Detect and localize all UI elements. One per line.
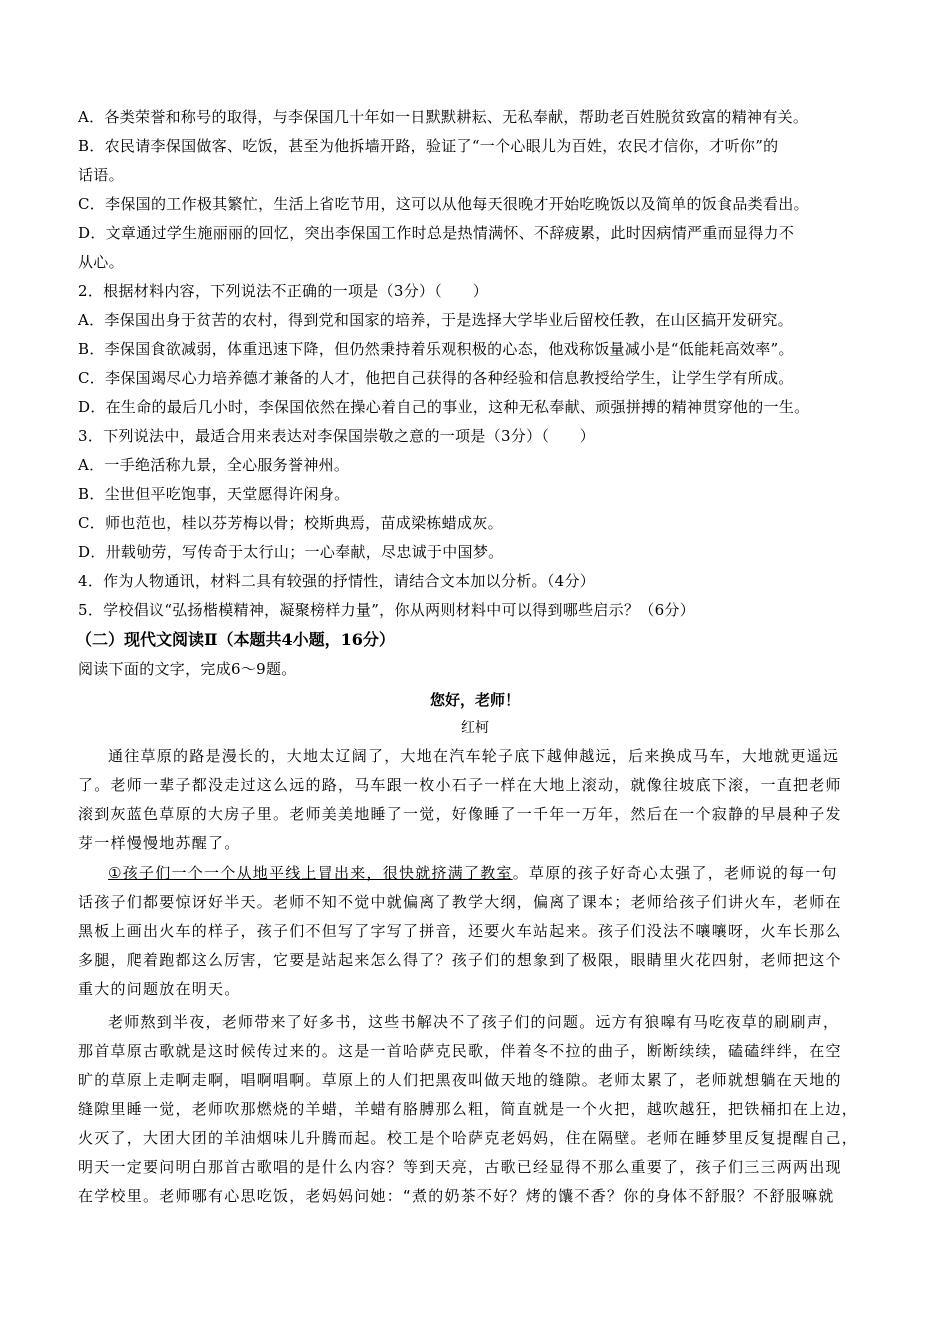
q3-option-c: C．师也范也，桂以芬芳梅以骨；校斯典焉，苗成梁栋蜡成灰。 [78,514,503,532]
paragraph-2-first-line [108,863,908,883]
q2-stem: 2．根据材料内容，下列说法不正确的一项是（3分）（ ） [78,282,488,300]
reading-instruction: 阅读下面的文字，完成6～9题。 [78,660,297,678]
q1-option-b-continued: 话语。 [78,166,124,184]
paragraph-3-line: 老师熬到半夜，老师带来了好多书，这些书解决不了孩子们的问题。远方有狼嗥有马吃夜草的刷刷声， [108,1013,840,1031]
q3-stem: 3．下列说法中，最适合用来表达对李保国崇敬之意的一项是（3分）（ ） [78,427,596,445]
underlined-sentence-1: ①孩子们一个一个从地平线上冒出来，很快就挤满了教室 [108,864,513,882]
paragraph-2-line: 多腿，爬着跑都这么厉害，它要是站起来怎么得了？孩子们的想象到了极限，眼睛里火花四射，老师把这个 [78,951,842,969]
q2-option-b: B．李保国食欲减弱，体重迅速下降，但仍然秉持着乐观积极的心态，他戏称饭量减小是“低能耗高效率”。 [78,340,794,358]
paragraph-3-line: 那首草原古歌就是这时候传过来的。这是一首哈萨克民歌，伴着冬不拉的曲子，断断续续，磕磕绊绊，在空 [78,1042,842,1060]
paragraph-2-first-line-rest: 。草原的孩子好奇心太强了，老师说的每一句 [512,864,838,882]
q5-stem: 5．学校倡议“弘扬楷模精神，凝聚榜样力量”，你从两则材料中可以得到哪些启示？（6分） [78,601,696,619]
q2-option-d: D．在生命的最后几小时，李保国依然在操心着自己的事业，这种无私奉献、顽强拼搏的精神贯穿他的一生。 [78,398,810,416]
q1-option-d-continued: 从心。 [78,253,124,271]
q2-option-c: C．李保国竭尽心力培养德才兼备的人才，他把自己获得的各种经验和信息教授给学生，让学生学有所成。 [78,369,794,387]
paragraph-2-line: 重大的问题放在明天。 [78,980,241,998]
paragraph-1-line: 了。老师一辈子都没走过这么远的路，马车跟一枚小石子一样在大地上滚动，就像往坡底下滚，一直把老师 [78,776,842,794]
paragraph-1-line: 通往草原的路是漫长的，大地太辽阔了，大地在汽车轮子底下越伸越远，后来换成马车，大地就更遥远 [108,747,840,765]
paragraph-3-line: 在学校里。老师哪有心思吃饭，老妈妈问她：“煮的奶茶不好？烤的馕不香？你的身体不舒服？不舒服嘛就 [78,1187,835,1205]
paragraph-2-line: 黑板上画出火车的样子，孩子们不但写了字写了拼音，还要火车站起来。孩子们没法不嚷嚷呀，火车长那么 [78,922,842,940]
passage-title: 您好，老师！ [429,691,520,709]
q1-option-b: B．农民请李保国做客、吃饭，甚至为他拆墙开路，验证了“一个心眼儿为百姓，农民才信你，才听你”的 [78,137,779,155]
paragraph-3-line: 旷的草原上走啊走啊，唱啊唱啊。草原上的人们把黑夜叫做天地的缝隙。老师太累了，老师就想躺在天地的 [78,1071,842,1089]
paragraph-1-line: 滚到灰蓝色草原的大房子里。老师美美地睡了一觉，好像睡了一千年一万年，然后在一个寂静的早晨种子发 [78,805,842,823]
paragraph-3-line: 火灭了，大团大团的羊油烟味儿升腾而起。校工是个哈萨克老妈妈，住在隔壁。老师在睡梦里反复提醒自己， [78,1129,859,1147]
paragraph-2-line: 话孩子们都要惊讶好半天。老师不知不觉中就偏离了教学大纲，偏离了课本；老师给孩子们讲火车，老师在 [78,893,842,911]
paragraph-1-line: 芽一样慢慢地苏醒了。 [78,834,241,852]
passage-author: 红柯 [461,720,489,736]
section-heading: （二）现代文阅读Ⅱ（本题共4小题，16分） [76,630,395,649]
paragraph-3-line: 明天一定要问明白那首古歌唱的是什么内容？等到天亮，古歌已经显得不那么重要了，孩子们三三两两出现 [78,1158,842,1176]
q3-option-d: D．卅载劬劳，写传奇于太行山；一心奉献，尽忠诚于中国梦。 [78,543,504,561]
q3-option-b: B．尘世但平吃饱事，天堂愿得许闲身。 [78,485,350,503]
q2-option-a: A．李保国出身于贫苦的农村，得到党和国家的培养，于是选择大学毕业后留校任教，在山区搞开发研究。 [78,311,793,329]
q4-stem: 4．作为人物通讯，材料二具有较强的抒情性，请结合文本加以分析。（4分） [78,572,596,590]
q3-option-a: A．一手绝活称九景，全心服务誉神州。 [78,456,350,474]
q1-option-d: D．文章通过学生施丽丽的回忆，突出李保国工作时总是热情满怀、不辞疲累，此时因病情严重而显得力不 [78,224,795,242]
paragraph-3-line: 缝隙里睡一觉，老师吹那燃烧的羊蜡，羊蜡有胳膊那么粗，简直就是一个火把，越吹越狂，把铁桶扣在上边， [78,1100,859,1118]
q1-option-a: A．各类荣誉和称号的取得，与李保国几十年如一日默默耕耘、无私奉献，帮助老百姓脱贫致富的精神有关。 [78,108,809,126]
q1-option-c: C．李保国的工作极其繁忙，生活上省吃节用，这可以从他每天很晚才开始吃晚饭以及简单的饭食品类看出。 [78,195,809,213]
